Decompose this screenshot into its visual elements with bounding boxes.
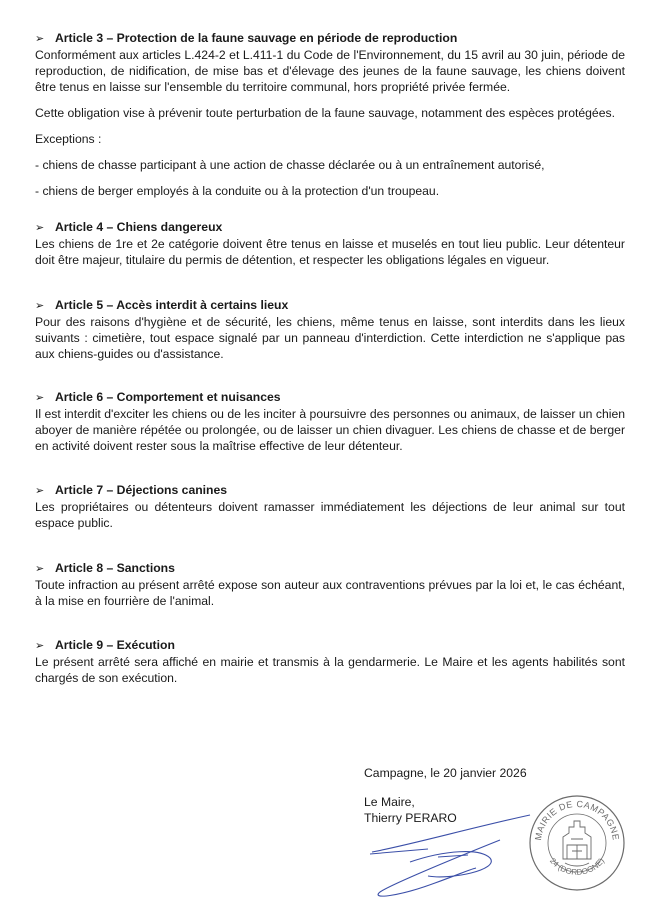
arrow-bullet-icon: ➢ bbox=[35, 222, 45, 234]
list-item: - chiens de chasse participant à une action de chasse déclarée ou à un entraînement autorisé, bbox=[35, 158, 545, 172]
article-title: Article 6 – Comportement et nuisances bbox=[55, 390, 281, 404]
article-paragraph: Cette obligation vise à prévenir toute perturbation de la faune sauvage, notamment des espèces protégées. bbox=[35, 106, 615, 120]
arrow-bullet-icon: ➢ bbox=[35, 563, 45, 575]
stamp-text-bottom: 24 (DORDOGNE) bbox=[547, 856, 607, 877]
article-title: Article 5 – Accès interdit à certains lieux bbox=[55, 298, 289, 312]
town-hall-stamp bbox=[527, 793, 627, 893]
article-title: Article 3 – Protection de la faune sauvage en période de reproduction bbox=[55, 31, 458, 45]
arrow-bullet-icon: ➢ bbox=[35, 392, 45, 404]
article-4 bbox=[35, 219, 625, 268]
svg-text:MAIRIE DE CAMPAGNE bbox=[533, 799, 621, 841]
article-title: Article 4 – Chiens dangereux bbox=[55, 220, 223, 234]
article-6 bbox=[35, 389, 625, 454]
article-8 bbox=[35, 560, 625, 609]
handwritten-signature bbox=[350, 800, 540, 905]
article-paragraph: Il est interdit d'exciter les chiens ou de les inciter à poursuivre des personnes ou animaux, de laisser un chien aboyer de manière répétée ou prolongée, ou de laisser un chien divaguer. Les chiens de chasse et de berger en activité doivent rester sous la maîtrise effective de leur détenteur. bbox=[35, 407, 625, 453]
article-paragraph: Pour des raisons d'hygiène et de sécurité, les chiens, même tenus en laisse, sont interdits dans les lieux suivants : cimetière, tout espace signalé par un panneau d'interdiction. Cette interdiction ne s'applique pas aux chiens-guides ou d'assistance. bbox=[35, 315, 625, 361]
article-9 bbox=[35, 637, 625, 686]
article-paragraph: Les propriétaires ou détenteurs doivent ramasser immédiatement les déjections de leur animal sur tout espace public. bbox=[35, 500, 625, 530]
signatory-name: Thierry PERARO bbox=[364, 811, 457, 825]
article-3 bbox=[35, 30, 625, 199]
article-paragraph: Exceptions : bbox=[35, 132, 102, 146]
article-title: Article 7 – Déjections canines bbox=[55, 483, 228, 497]
arrow-bullet-icon: ➢ bbox=[35, 485, 45, 497]
stamp-text-top: MAIRIE DE CAMPAGNE bbox=[532, 798, 621, 842]
list-item: - chiens de berger employés à la conduite ou à la protection d'un troupeau. bbox=[35, 184, 440, 198]
coat-of-arms-icon bbox=[563, 821, 591, 866]
article-heading bbox=[35, 482, 625, 499]
signatory-role: Le Maire, bbox=[364, 795, 415, 809]
article-5 bbox=[35, 297, 625, 362]
article-title: Article 9 – Exécution bbox=[55, 638, 175, 652]
arrow-bullet-icon: ➢ bbox=[35, 640, 45, 652]
arrow-bullet-icon: ➢ bbox=[35, 300, 45, 312]
article-paragraph: Le présent arrêté sera affiché en mairie et transmis à la gendarmerie. Le Maire et les agents habilités sont chargés de son exécution. bbox=[35, 655, 625, 685]
article-heading bbox=[35, 297, 625, 314]
article-paragraph: Toute infraction au présent arrêté expose son auteur aux contraventions prévues par la loi et, le cas échéant, à la mise en fourrière de l'animal. bbox=[35, 578, 625, 608]
arrow-bullet-icon: ➢ bbox=[35, 33, 45, 45]
article-heading bbox=[35, 637, 625, 654]
article-paragraph: Conformément aux articles L.424-2 et L.411-1 du Code de l'Environnement, du 15 avril au 30 juin, période de reproduction, de nidification, de mise bas et d'élevage des jeunes de la faune sauvage, les chiens doivent être tenus en laisse sur l'ensemble du territoire communal, hors propriété privée fermée. bbox=[35, 48, 625, 94]
article-heading bbox=[35, 560, 625, 577]
article-title: Article 8 – Sanctions bbox=[55, 561, 175, 575]
article-paragraph: Les chiens de 1re et 2e catégorie doivent être tenus en laisse et muselés en tout lieu public. Leur détenteur doit être majeur, titulaire du permis de détention, et respecter les obligations légales en vigueur. bbox=[35, 237, 625, 267]
article-heading bbox=[35, 219, 625, 236]
article-heading bbox=[35, 30, 625, 47]
article-heading bbox=[35, 389, 625, 406]
place-date: Campagne, le 20 janvier 2026 bbox=[364, 766, 527, 780]
article-7 bbox=[35, 482, 625, 531]
